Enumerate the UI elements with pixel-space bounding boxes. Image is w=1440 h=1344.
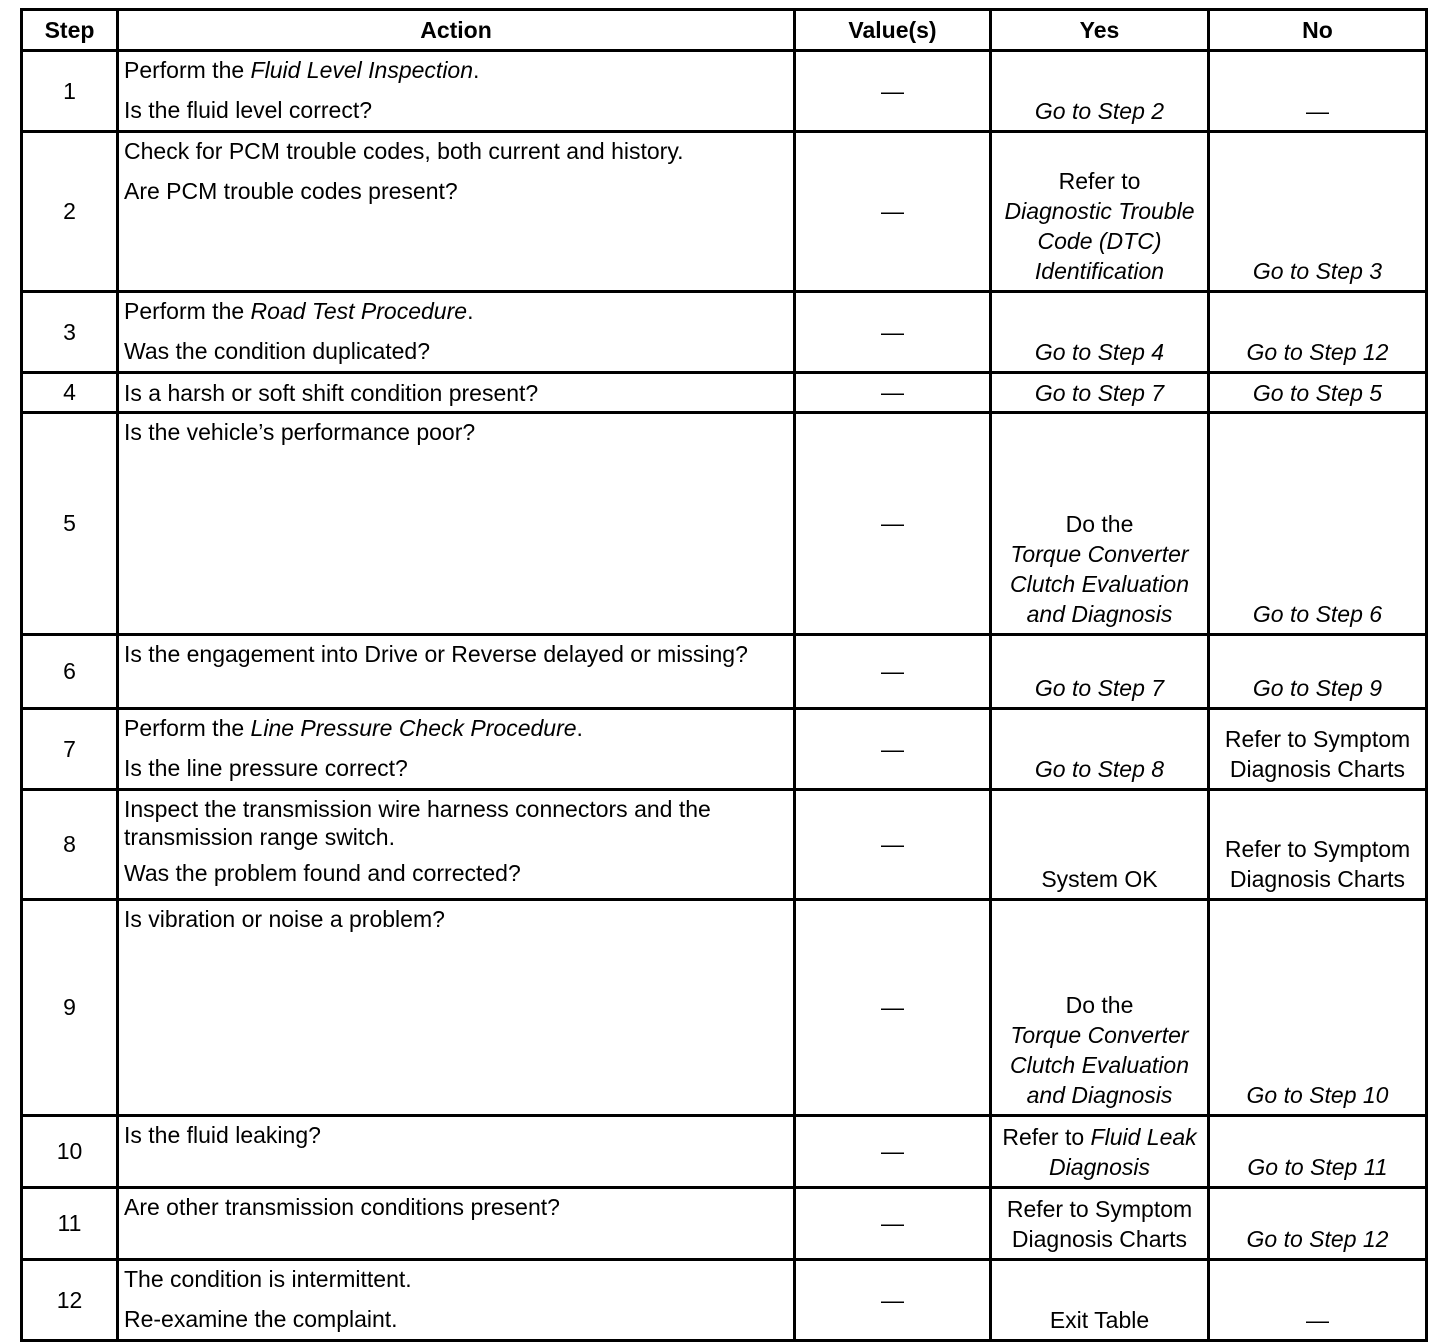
no-text: Go to Step 12 xyxy=(1246,339,1389,365)
yes-cell xyxy=(991,373,1209,413)
yes-procedure-link: Torque Converter Clutch Evaluation and Diagnosis xyxy=(1010,1022,1189,1108)
no-cell: Refer to Symptom Diagnosis Charts xyxy=(1209,790,1427,900)
header-action: Action xyxy=(118,10,795,51)
yes-text: Go to Step 8 xyxy=(1034,756,1165,782)
no-text: Go to Step 11 xyxy=(1247,1154,1388,1180)
table-row xyxy=(22,1188,1427,1260)
value-cell: — xyxy=(795,635,991,709)
action-question: Is the fluid leaking? xyxy=(124,1122,321,1148)
action-question: Are PCM trouble codes present? xyxy=(124,178,458,204)
no-text: Go to Step 3 xyxy=(1252,258,1383,284)
action-cell xyxy=(118,1188,795,1260)
yes-cell xyxy=(991,413,1209,635)
action-cell xyxy=(118,51,795,132)
table-row xyxy=(22,709,1427,790)
action-procedure-link: Fluid Level Inspection xyxy=(250,57,474,83)
header-step: Step xyxy=(22,10,118,51)
no-cell xyxy=(1209,1188,1427,1260)
action-question: Was the problem found and corrected? xyxy=(124,860,521,886)
value-cell: — xyxy=(795,1116,991,1188)
no-cell xyxy=(1209,373,1427,413)
no-cell xyxy=(1209,900,1427,1116)
no-cell: Refer to Symptom Diagnosis Charts xyxy=(1209,709,1427,790)
table-row xyxy=(22,373,1427,413)
step-number: 1 xyxy=(22,51,118,132)
yes-cell xyxy=(991,132,1209,292)
step-number: 10 xyxy=(22,1116,118,1188)
table-row xyxy=(22,132,1427,292)
step-number: 2 xyxy=(22,132,118,292)
action-text: Perform the xyxy=(124,298,251,324)
no-cell xyxy=(1209,132,1427,292)
yes-procedure-link: Diagnostic Trouble Code (DTC) Identification xyxy=(1004,198,1195,284)
no-text: Go to Step 10 xyxy=(1246,1082,1389,1108)
value-cell: — xyxy=(795,51,991,132)
action-question: Is a harsh or soft shift condition present? xyxy=(124,379,539,406)
table-row xyxy=(22,900,1427,1116)
table-row xyxy=(22,1116,1427,1188)
step-number: 11 xyxy=(22,1188,118,1260)
yes-cell xyxy=(991,635,1209,709)
action-text: . xyxy=(467,298,474,324)
action-cell xyxy=(118,292,795,373)
yes-cell: System OK xyxy=(991,790,1209,900)
yes-cell xyxy=(991,1116,1209,1188)
action-question: Is vibration or noise a problem? xyxy=(124,906,445,932)
no-cell: — xyxy=(1209,51,1427,132)
step-number: 3 xyxy=(22,292,118,373)
action-text: Perform the xyxy=(124,57,251,83)
action-procedure-link: Road Test Procedure xyxy=(250,298,468,324)
value-cell: — xyxy=(795,900,991,1116)
action-question: Is the vehicle’s performance poor? xyxy=(124,419,476,445)
yes-text: Go to Step 7 xyxy=(1034,675,1165,701)
no-text: Go to Step 9 xyxy=(1252,675,1383,701)
no-cell xyxy=(1209,1116,1427,1188)
yes-text: Go to Step 4 xyxy=(1034,339,1165,365)
action-cell xyxy=(118,373,795,413)
action-text: . xyxy=(576,715,583,741)
action-question: Are other transmission conditions present? xyxy=(124,1194,560,1220)
table-row xyxy=(22,790,1427,900)
value-cell: — xyxy=(795,132,991,292)
action-cell xyxy=(118,1260,795,1341)
yes-cell xyxy=(991,51,1209,132)
header-values: Value(s) xyxy=(795,10,991,51)
action-cell xyxy=(118,790,795,900)
yes-text: Go to Step 2 xyxy=(1034,98,1165,124)
step-number: 6 xyxy=(22,635,118,709)
action-cell xyxy=(118,1116,795,1188)
action-question: Was the condition duplicated? xyxy=(124,338,431,364)
action-text: The condition is intermittent. xyxy=(124,1266,412,1292)
action-question: Re-examine the complaint. xyxy=(124,1306,398,1332)
step-number: 9 xyxy=(22,900,118,1116)
yes-text: Go to Step 7 xyxy=(1034,379,1165,406)
step-number: 12 xyxy=(22,1260,118,1341)
action-cell xyxy=(118,900,795,1116)
action-text: Inspect the transmission wire harness connectors and the transmission range switch. xyxy=(124,796,711,850)
action-text: Perform the xyxy=(124,715,251,741)
yes-procedure-link: Torque Converter Clutch Evaluation and Diagnosis xyxy=(1010,541,1189,627)
value-cell: — xyxy=(795,413,991,635)
header-no: No xyxy=(1209,10,1427,51)
header-yes: Yes xyxy=(991,10,1209,51)
action-text: . xyxy=(473,57,480,83)
no-text: Go to Step 6 xyxy=(1252,601,1383,627)
yes-text: Do the xyxy=(1065,992,1134,1018)
step-number: 8 xyxy=(22,790,118,900)
yes-cell: Refer to Symptom Diagnosis Charts xyxy=(991,1188,1209,1260)
action-question: Is the line pressure correct? xyxy=(124,755,408,781)
yes-cell xyxy=(991,292,1209,373)
value-cell: — xyxy=(795,1260,991,1341)
step-number: 4 xyxy=(22,373,118,413)
value-cell: — xyxy=(795,292,991,373)
diagnostic-table xyxy=(20,8,1428,1342)
yes-text: Do the xyxy=(1065,511,1134,537)
table-row xyxy=(22,413,1427,635)
header-row xyxy=(22,10,1427,51)
action-cell xyxy=(118,132,795,292)
step-number: 5 xyxy=(22,413,118,635)
table-row xyxy=(22,1260,1427,1341)
yes-procedure-link: Fluid Leak Diagnosis xyxy=(1049,1124,1197,1180)
no-text: Go to Step 12 xyxy=(1246,1226,1389,1252)
yes-text: Refer to xyxy=(1002,1124,1091,1150)
table-row xyxy=(22,635,1427,709)
value-cell: — xyxy=(795,373,991,413)
no-cell xyxy=(1209,413,1427,635)
yes-cell xyxy=(991,900,1209,1116)
action-question: Is the fluid level correct? xyxy=(124,97,373,123)
value-cell: — xyxy=(795,1188,991,1260)
no-cell xyxy=(1209,635,1427,709)
action-cell xyxy=(118,413,795,635)
value-cell: — xyxy=(795,790,991,900)
yes-text: Refer to xyxy=(1058,168,1141,194)
action-question: Is the engagement into Drive or Reverse delayed or missing? xyxy=(124,641,748,667)
value-cell: — xyxy=(795,709,991,790)
yes-cell: Exit Table xyxy=(991,1260,1209,1341)
action-cell xyxy=(118,635,795,709)
action-procedure-link: Line Pressure Check Procedure xyxy=(250,715,577,741)
no-cell: — xyxy=(1209,1260,1427,1341)
table-row xyxy=(22,51,1427,132)
diagnostic-table-page xyxy=(20,8,1425,1342)
no-text: Go to Step 5 xyxy=(1252,379,1383,406)
action-text: Check for PCM trouble codes, both current and history. xyxy=(124,138,684,164)
yes-cell xyxy=(991,709,1209,790)
step-number: 7 xyxy=(22,709,118,790)
action-cell xyxy=(118,709,795,790)
no-cell xyxy=(1209,292,1427,373)
table-row xyxy=(22,292,1427,373)
